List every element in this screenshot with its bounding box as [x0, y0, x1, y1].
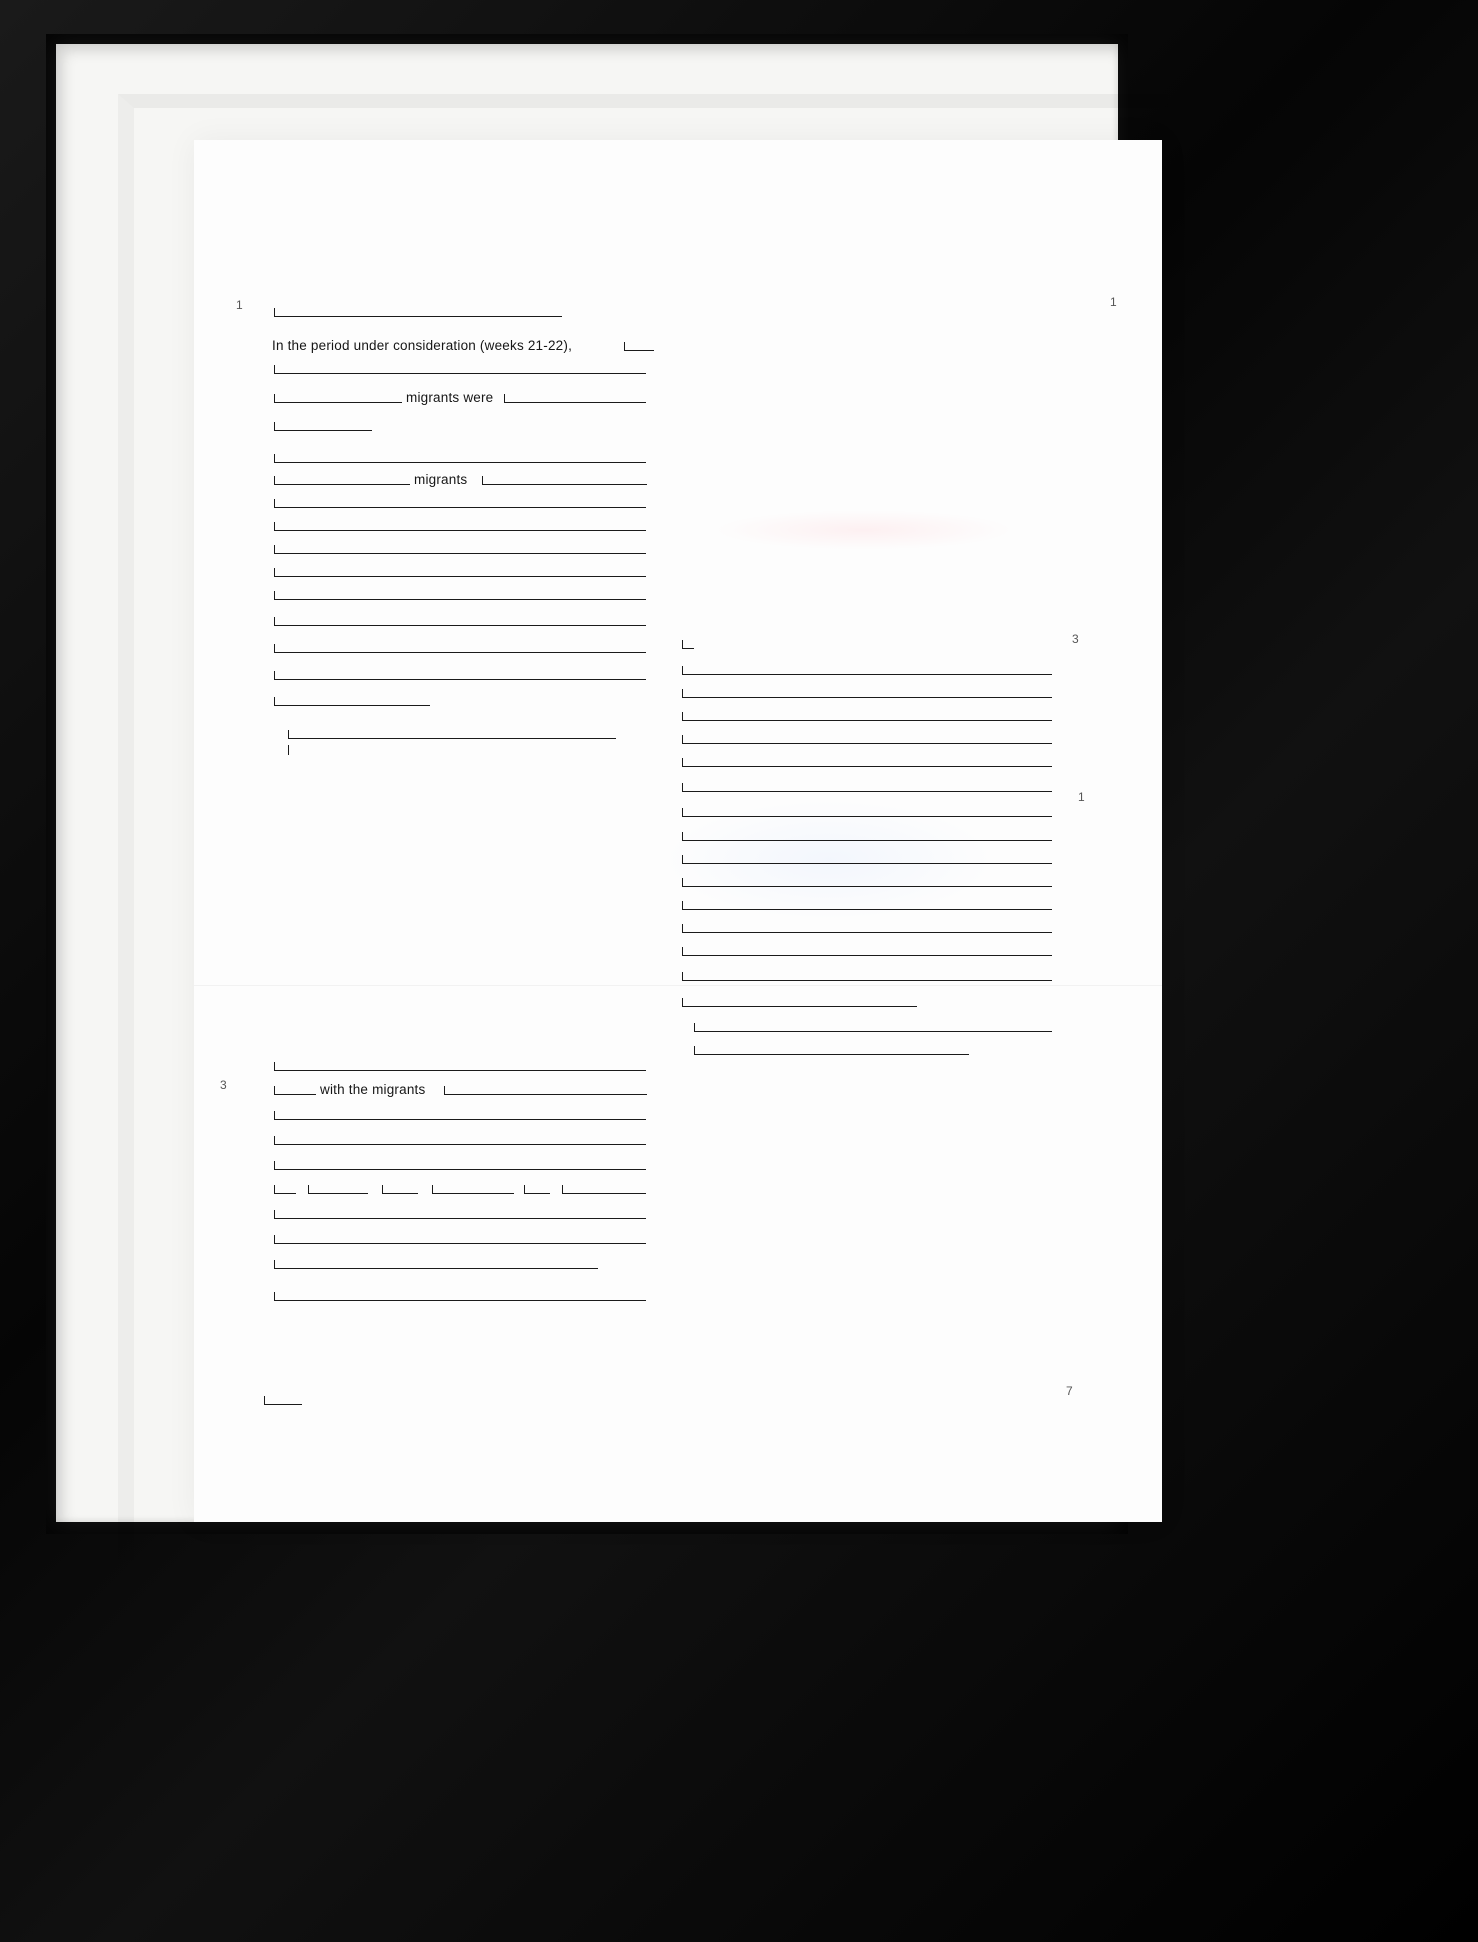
paper-fold-line	[194, 985, 1162, 986]
redaction-stub	[288, 745, 289, 755]
redaction-line	[682, 791, 1052, 792]
redaction-line	[694, 1054, 969, 1055]
redaction-line	[274, 316, 562, 317]
margin-number-3: 3	[1072, 632, 1079, 646]
redaction-line	[274, 430, 372, 431]
redaction-line	[274, 373, 646, 374]
redaction-line	[264, 1404, 302, 1405]
document-sheet	[194, 140, 1162, 1522]
redaction-line	[624, 350, 654, 351]
redaction-line	[274, 507, 646, 508]
redaction-line	[274, 1243, 646, 1244]
redaction-line	[274, 625, 646, 626]
redaction-line	[682, 909, 1052, 910]
redaction-line	[274, 1218, 646, 1219]
redaction-line	[274, 402, 402, 403]
margin-number-1: 1	[236, 298, 243, 312]
document-text-fragment-3: migrants	[414, 472, 468, 487]
redaction-line	[274, 1268, 598, 1269]
redaction-line	[308, 1193, 368, 1194]
redaction-line	[274, 599, 646, 600]
redaction-line	[694, 1031, 1052, 1032]
redaction-line	[682, 743, 1052, 744]
redaction-line	[682, 840, 1052, 841]
redaction-line	[274, 553, 646, 554]
redaction-line	[682, 648, 694, 649]
redaction-line	[274, 1119, 646, 1120]
redaction-line	[682, 955, 1052, 956]
redaction-line	[274, 1169, 646, 1170]
redaction-line	[274, 1193, 296, 1194]
redaction-line	[432, 1193, 514, 1194]
redaction-line	[274, 462, 646, 463]
redaction-line	[274, 1300, 646, 1301]
redaction-line	[444, 1094, 647, 1095]
margin-number-2: 1	[1110, 295, 1117, 309]
redaction-line	[274, 530, 646, 531]
redaction-line	[682, 980, 1052, 981]
redaction-line	[682, 816, 1052, 817]
paper-ghost-stain-pink	[714, 510, 1014, 550]
redaction-line	[274, 484, 410, 485]
redaction-line	[288, 738, 616, 739]
redaction-line	[382, 1193, 418, 1194]
redaction-line	[274, 1144, 646, 1145]
document-text-fragment-2: migrants were	[406, 390, 494, 405]
redaction-line	[274, 576, 646, 577]
redaction-line	[682, 674, 1052, 675]
margin-number-4: 1	[1078, 790, 1085, 804]
redaction-line	[682, 886, 1052, 887]
redaction-line	[274, 1094, 316, 1095]
redaction-line	[682, 697, 1052, 698]
redaction-line	[274, 705, 430, 706]
redaction-line	[274, 679, 646, 680]
paper-ghost-stain-blue	[664, 800, 994, 920]
redaction-line	[562, 1193, 646, 1194]
mat-board	[56, 44, 1118, 1522]
margin-number-5: 3	[220, 1078, 227, 1092]
redaction-line	[524, 1193, 550, 1194]
redaction-line	[682, 720, 1052, 721]
document-text-fragment-1: In the period under consideration (weeks 21-22),	[272, 338, 573, 353]
redaction-line	[682, 932, 1052, 933]
redaction-line	[682, 863, 1052, 864]
redaction-line	[274, 652, 646, 653]
document-text-fragment-4: with the migrants	[320, 1082, 426, 1097]
redaction-line	[682, 1006, 917, 1007]
margin-number-6: 7	[1066, 1384, 1073, 1398]
redaction-line	[504, 402, 646, 403]
redaction-line	[682, 766, 1052, 767]
redaction-line	[482, 484, 647, 485]
redaction-line	[274, 1070, 646, 1071]
